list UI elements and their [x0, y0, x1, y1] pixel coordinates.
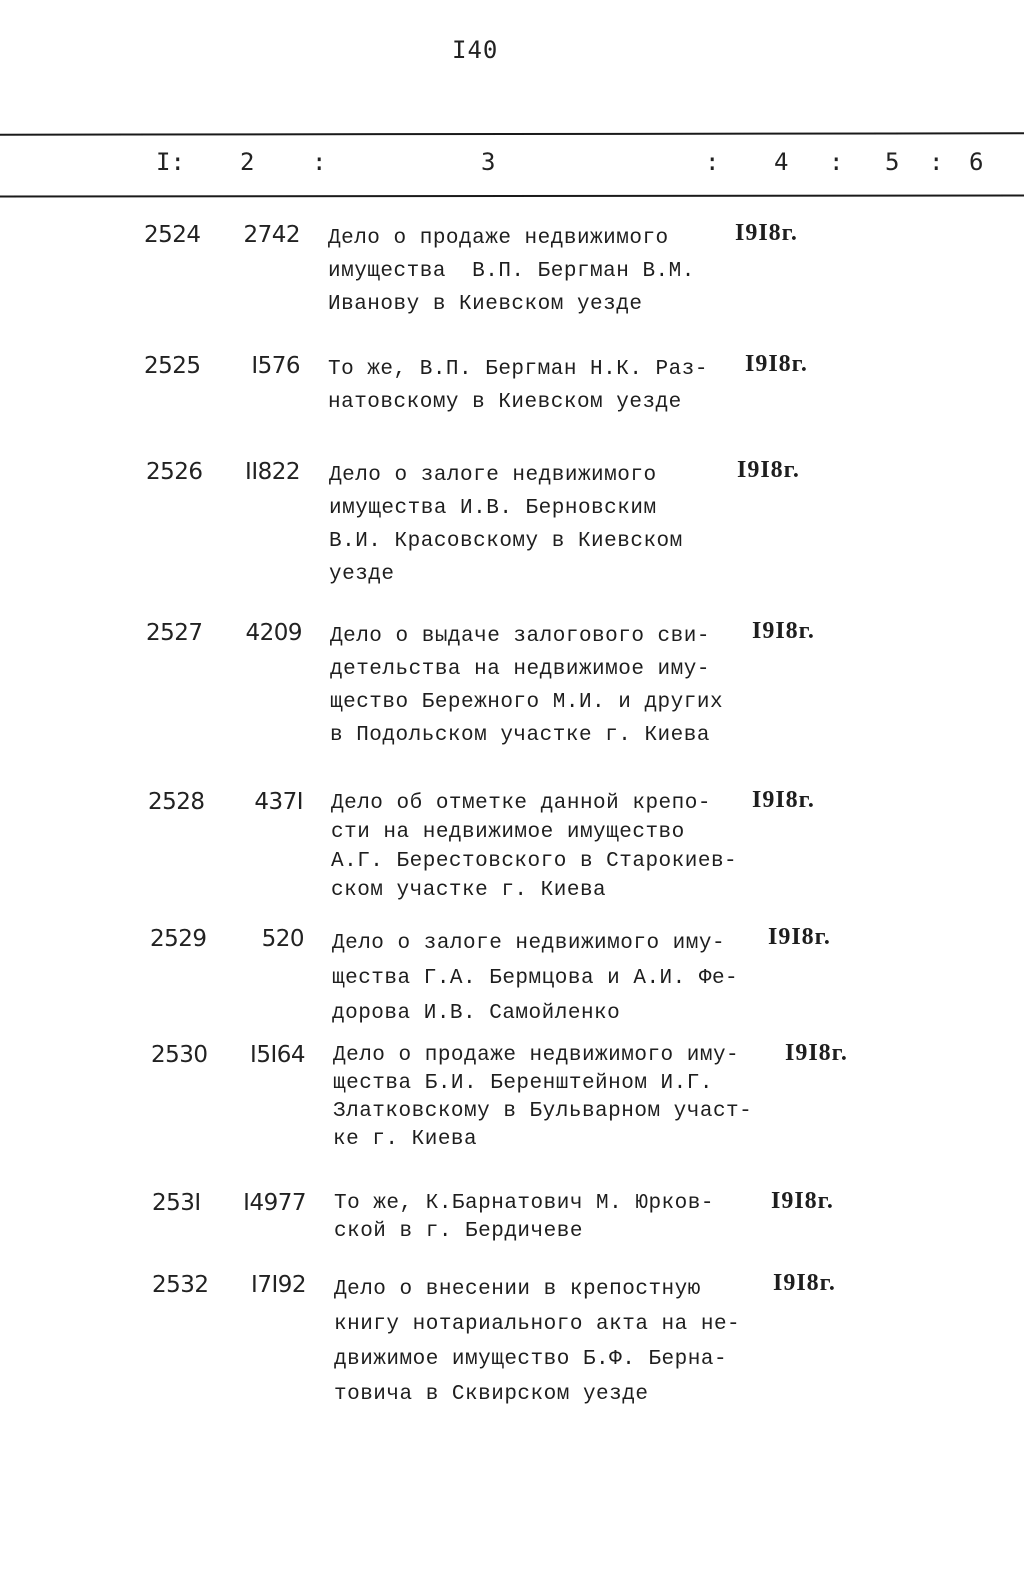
file-number: II822	[245, 459, 300, 485]
file-number: I4977	[243, 1190, 306, 1216]
column-5-label: 5	[885, 148, 900, 176]
year: I9I8г.	[752, 618, 815, 644]
description: Дело о внесении в крепостную книгу нотариального акта на не- движимое имущество Б.Ф. Берна- товича в Сквирском уезде	[334, 1278, 741, 1406]
column-6-label: 6	[969, 148, 984, 176]
file-number: I576	[251, 353, 300, 379]
table-header	[0, 148, 1024, 184]
item-number: 2532	[152, 1272, 209, 1298]
file-number: I7I92	[251, 1272, 306, 1298]
column-separator: :	[705, 148, 720, 176]
file-number: 437I	[254, 789, 303, 815]
item-number: 2527	[146, 620, 203, 646]
item-number: 2528	[148, 789, 205, 815]
year: I9I8г.	[768, 924, 831, 950]
file-number: 4209	[245, 620, 302, 646]
column-separator: :	[829, 148, 844, 176]
year: I9I8г.	[771, 1188, 834, 1214]
item-number: 2530	[151, 1042, 208, 1068]
year: I9I8г.	[752, 787, 815, 813]
column-4-label: 4	[774, 148, 789, 176]
year: I9I8г.	[785, 1040, 848, 1066]
column-3-label: 3	[481, 148, 496, 176]
file-number: 2742	[243, 222, 300, 248]
description: То же, В.П. Бергман Н.К. Раз- натовскому в Киевском уезде	[328, 358, 708, 414]
year: I9I8г.	[737, 457, 800, 483]
description: Дело о продаже недвижимого имущества В.П. Бергман В.М. Иванову в Киевском уезде	[328, 227, 695, 316]
column-1-label: I:	[156, 148, 185, 176]
header-rule-top	[0, 132, 1024, 135]
description: Дело о залоге недвижимого иму- щества Г.А. Бермцова и А.И. Фе- дорова И.В. Самойленко	[332, 932, 739, 1025]
item-number: 2529	[150, 926, 207, 952]
header-rule-bottom	[0, 195, 1024, 198]
description: Дело о продаже недвижимого иму- щества Б.И. Беренштейном И.Г. Златковскому в Бульварном участ- ке г. Киева	[333, 1044, 753, 1151]
item-number: 253I	[152, 1190, 201, 1216]
file-number: 520	[261, 926, 304, 952]
description: То же, К.Барнатович М. Юрков- ской в г. Бердичеве	[334, 1192, 714, 1243]
description: Дело о выдаче залогового сви- детельства на недвижимое иму- щество Бережного М.И. и других в Подольском участке г. Киева	[330, 625, 724, 747]
column-separator: :	[312, 148, 327, 176]
file-number: I5I64	[250, 1042, 305, 1068]
year: I9I8г.	[735, 220, 798, 246]
description: Дело о залоге недвижимого имущества И.В. Берновским В.И. Красовскому в Киевском уезде	[329, 464, 683, 586]
item-number: 2525	[144, 353, 201, 379]
column-separator: :	[929, 148, 944, 176]
column-2-label: 2	[240, 148, 255, 176]
item-number: 2524	[144, 222, 201, 248]
year: I9I8г.	[773, 1270, 836, 1296]
item-number: 2526	[146, 459, 203, 485]
page-number: I40	[452, 36, 499, 64]
description: Дело об отметке данной крепо- сти на недвижимое имущество А.Г. Берестовского в Старокиев- ском участке г. Киева	[331, 792, 738, 902]
year: I9I8г.	[745, 351, 808, 377]
